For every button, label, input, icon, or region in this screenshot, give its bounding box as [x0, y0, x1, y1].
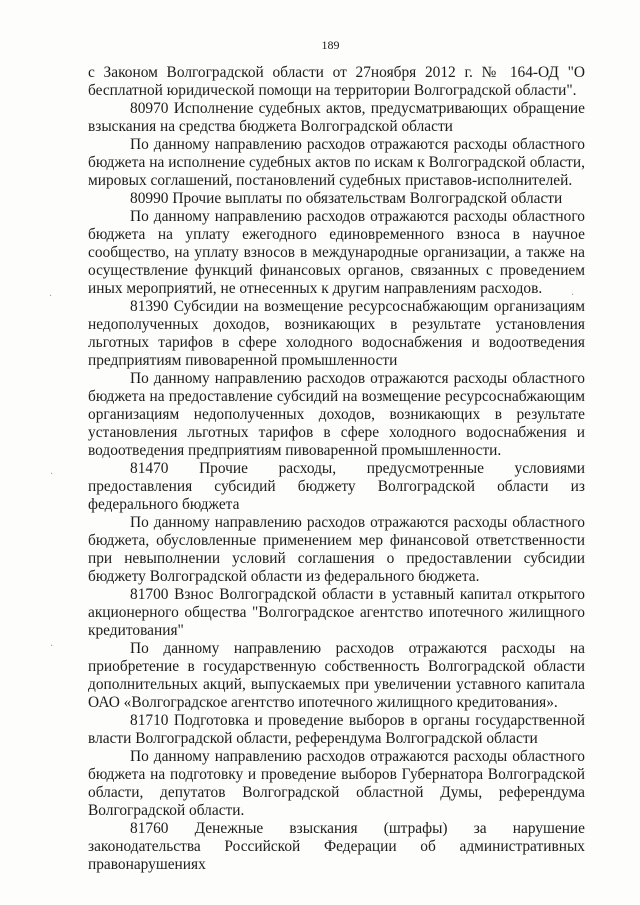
paragraph: По данному направлению расходов отражаются расходы областного бюджета на предоставление субсидий на возмещение ресурсоснабжающим организациям недополученных доходов, возникающих в результате установления льготных тарифов в сфере холодного водоснабжения и водоотведения предприятиям пивоваренной промышленности.: [88, 370, 585, 459]
paragraph: По данному направлению расходов отражаются расходы областного бюджета на подготовку и проведение выборов Губернатора Волгоградской области, депутатов Волгоградской областной Думы, референдума Волгоградской области.: [88, 748, 585, 819]
paragraph: По данному направлению расходов отражаются расходы на приобретение в государственную собственность Волгоградской области дополнительных акций, выпускаемых при увеличении уставного капитала ОАО «Волгоградское агентство ипотечного жилищного кредитования».: [88, 640, 585, 711]
page-number: 189: [321, 38, 340, 52]
paragraph: 81470 Прочие расходы, предусмотренные условиями предоставления субсидий бюджету Волгоградской области из федерального бюджета: [88, 460, 585, 513]
paragraph: По данному направлению расходов отражаются расходы областного бюджета на уплату ежегодного единовременного взноса в научное сообщество, на уплату взносов в международные организации, а также на осуществление функций финансовых органов, связанных с проведением иных мероприятий, не отнесенных к другим направлениям расходов.: [88, 208, 585, 297]
paragraph: 80990 Прочие выплаты по обязательствам Волгоградской области: [130, 190, 563, 207]
paragraph: с Законом Волгоградской области от 27ноября 2012 г. № 164-ОД "О бесплатной юридической помощи на территории Волгоградской области".: [88, 64, 585, 99]
scan-speck: ·: [571, 290, 575, 301]
scan-speck: ·: [49, 291, 53, 302]
paragraph: 81710 Подготовка и проведение выборов в органы государственной власти Волгоградской области, референдума Волгоградской области: [88, 712, 585, 747]
paragraph: 81760 Денежные взыскания (штрафы) за нарушение законодательства Российской Федерации об административных правонарушениях: [88, 820, 585, 873]
paragraph: 80970 Исполнение судебных актов, предусматривающих обращение взыскания на средства бюджета Волгоградской области: [88, 100, 585, 135]
paragraph: По данному направлению расходов отражаются расходы областного бюджета, обусловленные применением мер финансовой ответственности при невыполнении условий соглашения о предоставлении субсидии бюджету Волгоградской области из федерального бюджета.: [88, 514, 585, 585]
scan-speck: ·: [50, 641, 54, 652]
paragraph: 81390 Субсидии на возмещение ресурсоснабжающим организациям недополученных доходов, возникающих в результате установления льготных тарифов в сфере холодного водоснабжения и водоотведения предприятиям пивоваренной промышленности: [88, 298, 585, 369]
document-body: [88, 64, 585, 874]
scan-speck: ·: [50, 469, 54, 480]
paragraph: По данному направлению расходов отражаются расходы областного бюджета на исполнение судебных актов по искам к Волгоградской области, мировых соглашений, постановлений судебных приставов-исполнителей.: [88, 136, 585, 189]
paragraph: 81700 Взнос Волгоградской области в уставный капитал открытого акционерного общества "Волгоградское агентство ипотечного жилищного кредитования": [88, 586, 585, 639]
